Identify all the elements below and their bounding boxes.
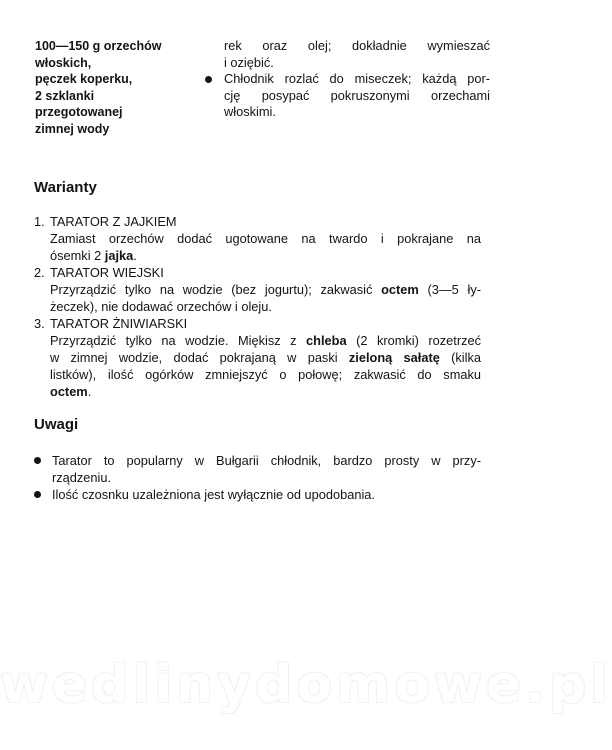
- list-item: [34, 486, 481, 503]
- step-text: Chłodnik rozlać do miseczek; każdą por-: [224, 71, 490, 86]
- ingredient-line: 2 szklanki: [35, 88, 95, 103]
- step-line: włoskimi.: [224, 104, 276, 119]
- variant-text: Przyrządzić tylko na wodzie. Miękisz z chleba (2 kromki) rozetrzeć: [50, 333, 481, 348]
- ingredient-line: włoskich,: [35, 55, 92, 70]
- bullet-icon: [34, 491, 41, 498]
- variant-text: Przyrządzić tylko na wodzie (bez jogurtu); zakwasić octem (3—5 ły-: [50, 282, 481, 297]
- variants-list: [34, 213, 481, 400]
- list-item: [34, 264, 481, 281]
- list-item: [34, 452, 481, 469]
- variant-text: Zamiast orzechów dodać ugotowane na twardo i pokrajane na: [50, 231, 481, 246]
- variant-title: TARATOR ŻNIWIARSKI: [50, 316, 188, 331]
- item-number: 1.: [34, 214, 45, 229]
- section-heading-uwagi: Uwagi: [34, 416, 79, 433]
- variant-text: ósemki 2 jajka.: [50, 248, 137, 263]
- note-text: Tarator to popularny w Bułgarii chłodnik, bardzo prosty w przy-: [52, 453, 481, 468]
- watermark: wedlinydomowe.pl: [0, 655, 612, 715]
- step-line: i oziębić.: [224, 54, 274, 70]
- step-line: cję posypać pokruszonymi orzechami: [224, 87, 490, 103]
- bullet-icon: [205, 76, 212, 83]
- ingredients-list: [35, 38, 205, 137]
- list-item: [34, 315, 481, 332]
- variant-title: TARATOR Z JAJKIEM: [50, 214, 177, 229]
- item-number: 3.: [34, 316, 45, 331]
- step-line: rek oraz olej; dokładnie wymieszać: [224, 38, 490, 53]
- preparation-steps: [205, 38, 490, 121]
- variant-text: w zimnej wodzie, dodać pokrajaną w paski zieloną sałatę (kilka: [50, 350, 482, 365]
- ingredient-line: pęczek koperku,: [35, 72, 133, 86]
- variant-text: listków), ilość ogórków zmniejszyć o połowę; zakwasić do smaku: [50, 367, 481, 382]
- list-item: [34, 213, 481, 230]
- note-text: rządzeniu.: [52, 470, 112, 485]
- step-line: [205, 71, 490, 88]
- ingredient-line: zimnej wody: [35, 121, 110, 136]
- ingredient-line: przegotowanej: [35, 105, 123, 119]
- notes-list: [34, 452, 481, 503]
- note-text: Ilość czosnku uzależniona jest wyłącznie od upodobania.: [52, 487, 375, 502]
- bullet-icon: [34, 457, 41, 464]
- variant-title: TARATOR WIEJSKI: [50, 265, 164, 280]
- variant-text: żeczek), nie dodawać orzechów i oleju.: [50, 299, 272, 314]
- variant-text: octem.: [50, 384, 92, 399]
- ingredient-line: 100—150 g orzechów: [35, 39, 162, 53]
- item-number: 2.: [34, 265, 45, 280]
- section-heading-warianty: Warianty: [34, 179, 97, 196]
